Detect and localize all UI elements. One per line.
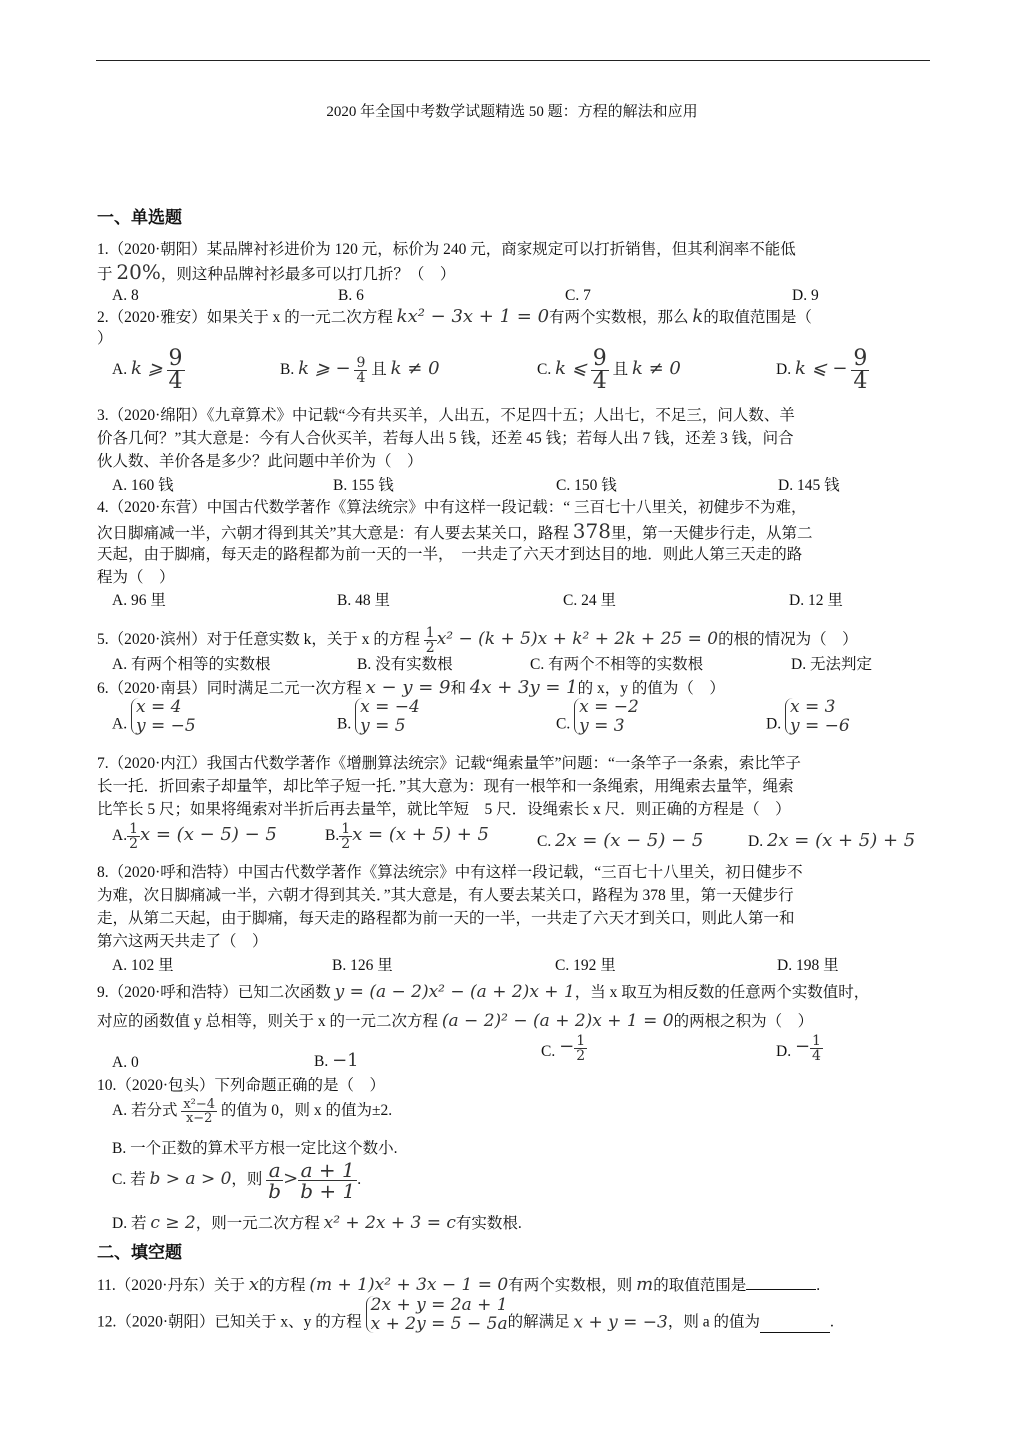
q4-option-b: B. 48 里 bbox=[337, 592, 390, 609]
q9-option-b: B. −1 bbox=[314, 1050, 359, 1071]
q1-percent: 20% bbox=[116, 260, 161, 284]
header-rule bbox=[96, 60, 930, 61]
q3-option-c: C. 150 钱 bbox=[556, 477, 617, 494]
q1-option-d: D. 9 bbox=[792, 287, 819, 304]
q6-option-c: C. x = −2 y = 3 bbox=[556, 697, 639, 736]
q3-option-b: B. 155 钱 bbox=[333, 477, 394, 494]
q7-option-b: B. $\frac{1}{2}$ x = (x + 5) + 5 bbox=[325, 821, 489, 852]
q4-line2: 次日脚痛减一半，六朝才得到其关”其大意是：有人要去某关口，路程 378里，第一天健步行走，从第二 bbox=[97, 519, 813, 543]
q2-line2: ） bbox=[97, 330, 113, 347]
q7-option-a: A. $\frac{1}{2}$ x = (x − 5) − 5 bbox=[112, 821, 277, 852]
q4-line4: 程为（ ） bbox=[97, 569, 175, 586]
q10-option-b: B. 一个正数的算术平方根一定比这个数小. bbox=[112, 1140, 398, 1157]
q5-equation: x² − (k + 5)x + k² + 2k + 25 = 0 bbox=[436, 629, 719, 650]
q9-option-c: C. − $\frac{1}{2}$ bbox=[541, 1033, 586, 1064]
q7-option-c: C. 2x = (x − 5) − 5 bbox=[537, 830, 704, 851]
q3-line1: 3.（2020·绵阳）《九章算术》中记载“今有共买羊，人出五，不足四十五；人出七，不足三，问人数、羊 bbox=[97, 407, 795, 424]
q2-option-b: B. k ⩾ − $\frac{9}{4}$ 且 k ≠ 0 bbox=[280, 355, 440, 386]
q8-line2: 为难，次日脚痛减一半，六朝才得到其关．”其大意是，有人要去某关口，路程为 378 里，第一天健步行 bbox=[97, 887, 794, 904]
q1-option-b: B. 6 bbox=[338, 287, 364, 304]
q7-line3: 比竿长 5 尺；如果将绳索对半折后再去量竿，就比竿短 5 尺．设绳索长 x 尺．则正确的方程是（ ） bbox=[97, 801, 791, 818]
q9-equation: y = (a − 2)x² − (a + 2)x + 1 bbox=[334, 982, 575, 1002]
q2-option-c: C. k ⩽ $\frac{9}{4}$ 且 k ≠ 0 bbox=[537, 346, 681, 394]
q6-line1: 6.（2020·南县）同时满足二元一次方程 x − y = 9和 4x + 3y = 1的 x，y 的值为（ ） bbox=[97, 677, 725, 698]
q3-line2: 价各几何？”其大意是：今有人合伙买羊，若每人出 5 钱，还差 45 钱；若每人出 7 钱，还差 3 钱，问合 bbox=[97, 430, 794, 447]
q4-line1: 4.（2020·东营）中国古代数学著作《算法统宗》中有这样一段记载：“ 三百七十八里关，初健步不为难， bbox=[97, 499, 807, 516]
q8-option-d: D. 198 里 bbox=[777, 957, 839, 974]
q5-option-c: C. 有两个不相等的实数根 bbox=[530, 656, 704, 673]
q8-option-b: B. 126 里 bbox=[332, 957, 393, 974]
q1-line2: 于 20%，则这种品牌衬衫最多可以打几折？（ ） bbox=[97, 260, 456, 284]
section-heading-single-choice: 一、单选题 bbox=[97, 208, 182, 227]
q6-option-a: A. x = 4 y = −5 bbox=[112, 697, 196, 736]
q8-line4: 第六这两天共走了（ ） bbox=[97, 933, 268, 950]
q4-option-a: A. 96 里 bbox=[112, 592, 166, 609]
q12-answer-blank bbox=[760, 1318, 830, 1333]
q6-option-b: B. x = −4 y = 5 bbox=[337, 697, 420, 736]
q11-equation: (m + 1)x² + 3x − 1 = 0 bbox=[309, 1275, 509, 1295]
page-title: 2020 年全国中考数学试题精选 50 题：方程的解法和应用 bbox=[326, 104, 698, 120]
q1-line1: 1.（2020·朝阳）某品牌衬衫进价为 120 元，标价为 240 元，商家规定可以打折销售，但其利润率不能低 bbox=[97, 241, 796, 258]
q2-equation: kx² − 3x + 1 = 0 bbox=[396, 306, 550, 327]
q4-option-c: C. 24 里 bbox=[563, 592, 616, 609]
q9-line2: 对应的函数值 y 总相等，则关于 x 的一元二次方程 (a − 2)² − (a + 2)x + 1 = 0的两根之积为（ ） bbox=[97, 1011, 814, 1031]
q10-option-c: C. 若 b > a > 0，则 $\frac{a}{b}$ > $\frac{a + 1}{b + 1}$ . bbox=[112, 1158, 362, 1203]
q10-option-d: D. 若 c ≥ 2，则一元二次方程 x² + 2x + 3 = c有实数根. bbox=[112, 1213, 522, 1233]
q5-option-d: D. 无法判定 bbox=[791, 656, 872, 673]
q8-line3: 走，从第二天起，由于脚痛，每天走的路程都为前一天的一半，一共走了六天才到关口，则此人第一和 bbox=[97, 910, 795, 927]
q9-line1: 9.（2020·呼和浩特）已知二次函数 y = (a − 2)x² − (a + 2)x + 1，当 x 取互为相反数的任意两个实数值时， bbox=[97, 982, 870, 1002]
q11-answer-blank bbox=[746, 1275, 816, 1290]
q7-line1: 7.（2020·内江）我国古代数学著作《增删算法统宗》记载“绳索量竿”问题：“一条竿子一条索，索比竿子 bbox=[97, 755, 801, 772]
q10-line1: 10.（2020·包头）下列命题正确的是（ ） bbox=[97, 1077, 386, 1094]
q4-option-d: D. 12 里 bbox=[789, 592, 843, 609]
q9-option-a: A. 0 bbox=[112, 1054, 139, 1071]
q3-line3: 伙人数、羊价各是多少？此问题中羊价为（ ） bbox=[97, 453, 423, 470]
q1-option-a: A. 8 bbox=[112, 287, 139, 304]
q8-option-a: A. 102 里 bbox=[112, 957, 174, 974]
q2-line1: 2.（2020·雅安）如果关于 x 的一元二次方程 kx² − 3x + 1 = 0有两个实数根，那么 k的取值范围是（ bbox=[97, 306, 812, 327]
q7-line2: 长一托．折回索子却量竿，却比竿子短一托．”其大意为：现有一根竿和一条绳索，用绳索去量竿，绳索 bbox=[97, 778, 794, 795]
q5-option-b: B. 没有实数根 bbox=[357, 656, 453, 673]
q3-option-a: A. 160 钱 bbox=[112, 477, 174, 494]
q12-system: 2x + y = 2a + 1 x + 2y = 5 − 5a bbox=[366, 1296, 508, 1333]
q5-option-a: A. 有两个相等的实数根 bbox=[112, 656, 271, 673]
q9-option-d: D. − $\frac{1}{4}$ bbox=[776, 1033, 821, 1064]
q1-option-c: C. 7 bbox=[565, 287, 591, 304]
q11-line1: 11.（2020·丹东）关于 x的方程 (m + 1)x² + 3x − 1 = 0有两个实数根，则 m的取值范围是 . bbox=[97, 1274, 821, 1295]
q3-option-d: D. 145 钱 bbox=[778, 477, 840, 494]
section-heading-fill-blank: 二、填空题 bbox=[97, 1243, 182, 1262]
q2-option-d: D. k ⩽ − $\frac{9}{4}$ bbox=[776, 346, 868, 394]
q6-option-d: D. x = 3 y = −6 bbox=[766, 697, 850, 736]
q2-option-a: A. k ⩾ $\frac{9}{4}$ bbox=[112, 346, 183, 394]
q7-option-d: D. 2x = (x + 5) + 5 bbox=[748, 830, 916, 851]
q5-line1: 5.（2020·滨州）对于任意实数 k，关于 x 的方程 $\frac{1}{2}$ x² − (k + 5)x + k² + 2k + 25 = 0的根的情况为（ ） bbox=[97, 625, 858, 656]
q10-option-a: A. 若分式 $\frac{\text{x²−4}}{x-2}$ 的值为 0，则 x 的值为±2. bbox=[112, 1097, 393, 1126]
q8-line1: 8.（2020·呼和浩特）中国古代数学著作《算法统宗》中有这样一段记载，“三百七十八里关，初日健步不 bbox=[97, 864, 803, 881]
q8-option-c: C. 192 里 bbox=[555, 957, 616, 974]
q4-line3: 天起，由于脚痛，每天走的路程都为前一天的一半， 一共走了六天才到达目的地．则此人第三天走的路 bbox=[97, 546, 803, 563]
q12-line1: 12.（2020·朝阳）已知关于 x、y 的方程 2x + y = 2a + 1 x + 2y = 5 − 5a 的解满足 x + y = −3，则 a 的值为 . bbox=[97, 1295, 834, 1334]
